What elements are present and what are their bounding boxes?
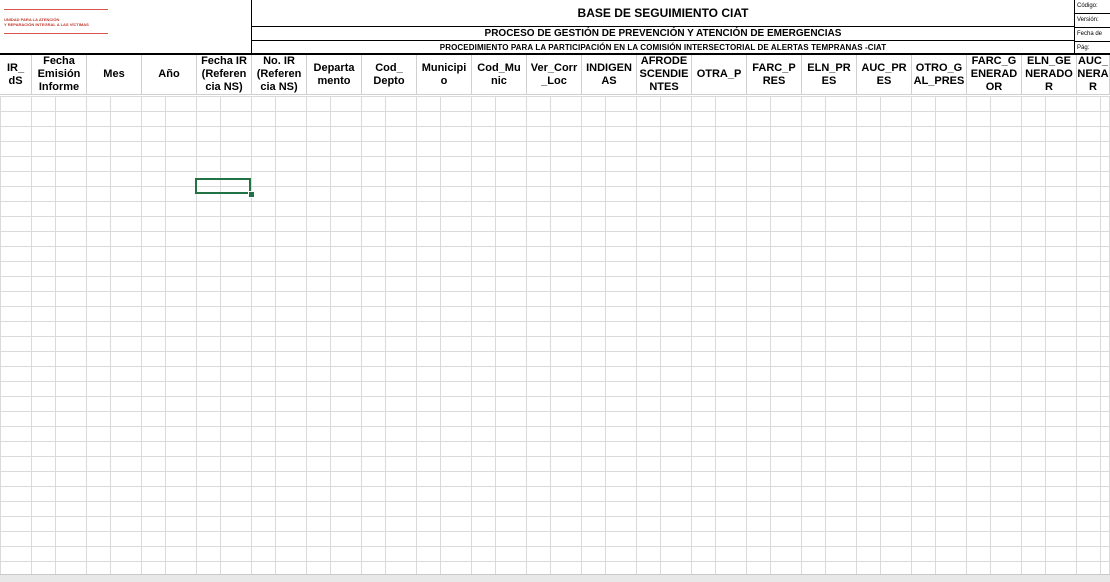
column-header[interactable]: OTRA_P bbox=[692, 55, 747, 95]
organization-logo bbox=[4, 17, 89, 27]
column-header[interactable]: Departa mento bbox=[307, 55, 362, 95]
grid-column-line bbox=[911, 96, 912, 574]
grid-column-line bbox=[691, 96, 692, 574]
column-header[interactable]: OTRO_G AL_PRES bbox=[912, 55, 967, 95]
grid-column-line bbox=[1021, 96, 1022, 574]
grid-column-line bbox=[1076, 96, 1077, 574]
grid-column-line bbox=[416, 96, 417, 574]
meta-version[interactable]: Versión: bbox=[1075, 14, 1110, 28]
column-header[interactable]: Municipi o bbox=[417, 55, 472, 95]
column-header[interactable]: ELN_PR ES bbox=[802, 55, 857, 95]
grid-column-line bbox=[636, 96, 637, 574]
sheet-title[interactable]: BASE DE SEGUIMIENTO CIAT bbox=[252, 0, 1074, 27]
column-header[interactable]: INDIGEN AS bbox=[582, 55, 637, 95]
column-header[interactable]: IR_ dS bbox=[0, 55, 32, 95]
column-header[interactable]: AUC_PR ES bbox=[857, 55, 912, 95]
logo-line-1: UNIDAD PARA LA ATENCIÓN bbox=[4, 17, 60, 22]
column-header[interactable]: AUC_ NERA R bbox=[1077, 55, 1109, 93]
logo-rule-top bbox=[4, 9, 108, 10]
column-header[interactable]: Mes bbox=[87, 55, 142, 95]
process-title[interactable]: PROCESO DE GESTIÓN DE PREVENCIÓN Y ATENCIÓN DE EMERGENCIAS bbox=[252, 27, 1074, 41]
grid-column-line bbox=[361, 96, 362, 574]
grid-column-line bbox=[526, 96, 527, 574]
logo-cell bbox=[0, 0, 252, 53]
grid-column-line bbox=[251, 96, 252, 574]
grid-column-line bbox=[801, 96, 802, 574]
logo-line-2: Y REPARACIÓN INTEGRAL A LAS VÍCTIMAS bbox=[4, 22, 89, 27]
grid-column-line bbox=[196, 96, 197, 574]
column-header[interactable]: ELN_GE NERADO R bbox=[1022, 55, 1077, 95]
grid-column-line bbox=[856, 96, 857, 574]
sheet-header bbox=[0, 0, 1110, 55]
column-header[interactable]: No. IR (Referen cia NS) bbox=[252, 55, 307, 95]
column-header[interactable]: Ver_Corr _Loc bbox=[527, 55, 582, 95]
grid-column-line bbox=[86, 96, 87, 574]
column-header[interactable]: Año bbox=[142, 55, 197, 95]
selected-cell[interactable] bbox=[195, 178, 251, 194]
grid-column-line bbox=[471, 96, 472, 574]
column-header[interactable]: Fecha IR (Referen cia NS) bbox=[197, 55, 252, 95]
procedure-title[interactable]: PROCEDIMIENTO PARA LA PARTICIPACIÓN EN LA COMISIÓN INTERSECTORIAL DE ALERTAS TEMPRANAS -CIAT bbox=[439, 42, 887, 52]
column-headers bbox=[0, 55, 1110, 96]
column-header[interactable]: AFRODE SCENDIE NTES bbox=[637, 55, 692, 95]
grid-column-line bbox=[966, 96, 967, 574]
column-header[interactable]: FARC_G ENERAD OR bbox=[967, 55, 1022, 95]
column-header[interactable]: Cod_ Depto bbox=[362, 55, 417, 95]
meta-page[interactable]: Pág: bbox=[1077, 45, 1090, 51]
column-header[interactable]: FARC_P RES bbox=[747, 55, 802, 95]
grid-column-line bbox=[31, 96, 32, 574]
column-header[interactable]: Fecha Emisión Informe bbox=[32, 55, 87, 95]
column-header[interactable]: Cod_Mu nic bbox=[472, 55, 527, 95]
logo-rule-bottom bbox=[4, 33, 108, 34]
grid-column-line bbox=[306, 96, 307, 574]
document-meta bbox=[1074, 0, 1110, 53]
fill-handle[interactable] bbox=[248, 191, 255, 198]
grid-column-line bbox=[581, 96, 582, 574]
meta-code[interactable]: Código: bbox=[1075, 0, 1110, 14]
meta-date[interactable]: Fecha de bbox=[1075, 28, 1110, 42]
grid-column-line bbox=[746, 96, 747, 574]
grid-column-line bbox=[141, 96, 142, 574]
grid-column-lines bbox=[0, 96, 1110, 574]
